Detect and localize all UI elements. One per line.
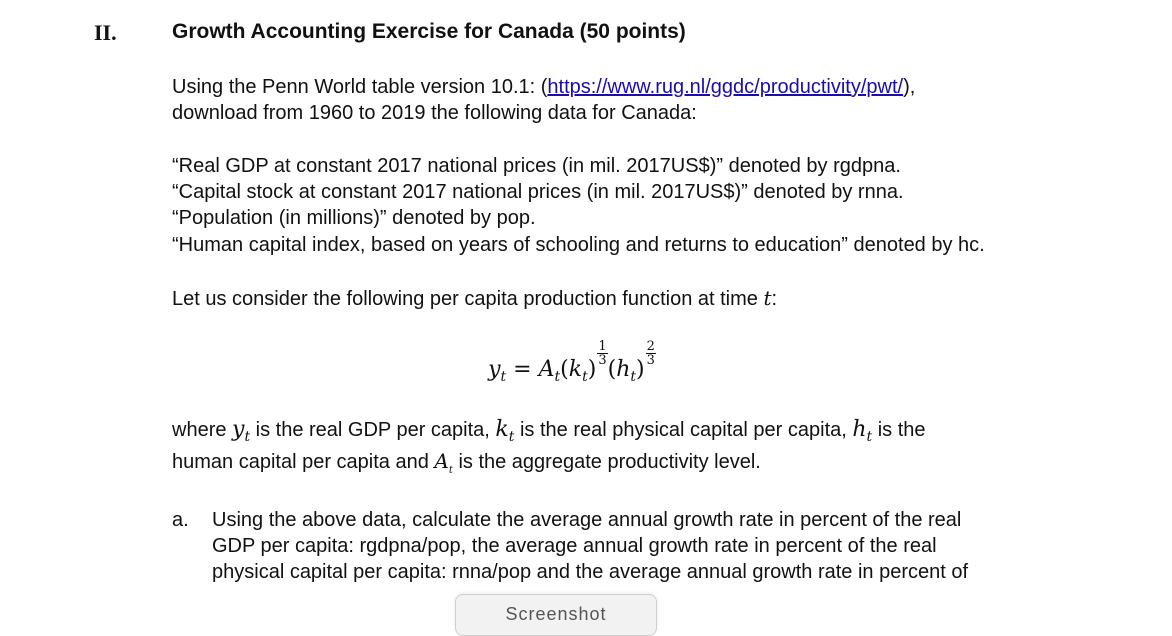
var-h: h (852, 417, 867, 442)
var-k-sub: t (508, 429, 515, 445)
var-y: y (232, 417, 245, 442)
pwt-link[interactable]: https://www.rug.nl/ggdc/productivity/pwt/ (547, 76, 904, 98)
where-line-1 (172, 417, 926, 450)
formula-A-sub: t (554, 369, 561, 385)
intro-text-post: ), (903, 76, 916, 98)
var-y-sub: t (244, 429, 251, 445)
where-line-2 (172, 448, 761, 484)
formula-h: h (616, 357, 631, 382)
where-text-6: is the aggregate productivity level. (452, 451, 761, 473)
production-intro (172, 285, 777, 312)
formula-exp-k: $\frac{1}{3}$ (598, 339, 607, 368)
screenshot-button[interactable]: Screenshot (455, 594, 657, 636)
formula-equals: = (506, 357, 539, 382)
formula-k-sub: t (582, 369, 588, 385)
formula-k: k (568, 357, 583, 382)
variable-pop: “Population (in millions)” denoted by pop. (172, 207, 536, 229)
variable-rgdpna: “Real GDP at constant 2017 national prices (in mil. 2017US$)” denoted by rgdpna. (172, 155, 901, 177)
question-a-marker: a. (172, 509, 189, 531)
formula-y: y (488, 357, 501, 382)
production-colon: : (771, 288, 778, 310)
formula-A: A (538, 357, 555, 382)
var-A: A (434, 449, 449, 473)
formula-exp-h: $\frac{2}{3}$ (646, 339, 655, 368)
formula-h-sub: t (630, 369, 636, 385)
production-intro-text: Let us consider the following per capita production function at time (172, 288, 764, 310)
variable-hc: “Human capital index, based on years of schooling and returns to education” denoted by hc. (172, 234, 985, 256)
var-k: k (495, 417, 509, 442)
time-variable: t (763, 286, 772, 310)
intro-line-1 (172, 74, 915, 100)
section-number: II. (94, 20, 117, 45)
question-a-line-2: GDP per capita: rgdpna/pop, the average annual growth rate in percent of the real (212, 535, 937, 557)
formula-y-sub: t (500, 369, 507, 385)
where-text-5: human capital per capita and (172, 451, 435, 473)
question-a-line-3: physical capital per capita: rnna/pop and the average annual growth rate in percent of (212, 561, 969, 583)
intro-line-2: download from 1960 to 2019 the following data for Canada: (172, 102, 697, 124)
variable-rnna: “Capital stock at constant 2017 national prices (in mil. 2017US$)” denoted by rnna. (172, 181, 904, 203)
where-text-4: is the (872, 419, 926, 441)
where-text-3: is the real physical capital per capita, (514, 419, 853, 441)
var-h-sub: t (866, 429, 873, 445)
var-A-sub: t (448, 465, 453, 476)
where-text-1: where (172, 419, 233, 441)
intro-text-pre: Using the Penn World table version 10.1: ( (172, 76, 548, 98)
where-text-2: is the real GDP per capita, (250, 419, 496, 441)
section-title: Growth Accounting Exercise for Canada (50 points) (172, 20, 686, 43)
production-formula: $y_t = A_t(k_t)$ $\frac{1}{3}$ $(h_t)$ $\frac{2}{3}$ (488, 339, 655, 385)
question-a-line-1: Using the above data, calculate the average annual growth rate in percent of the real (212, 509, 962, 531)
